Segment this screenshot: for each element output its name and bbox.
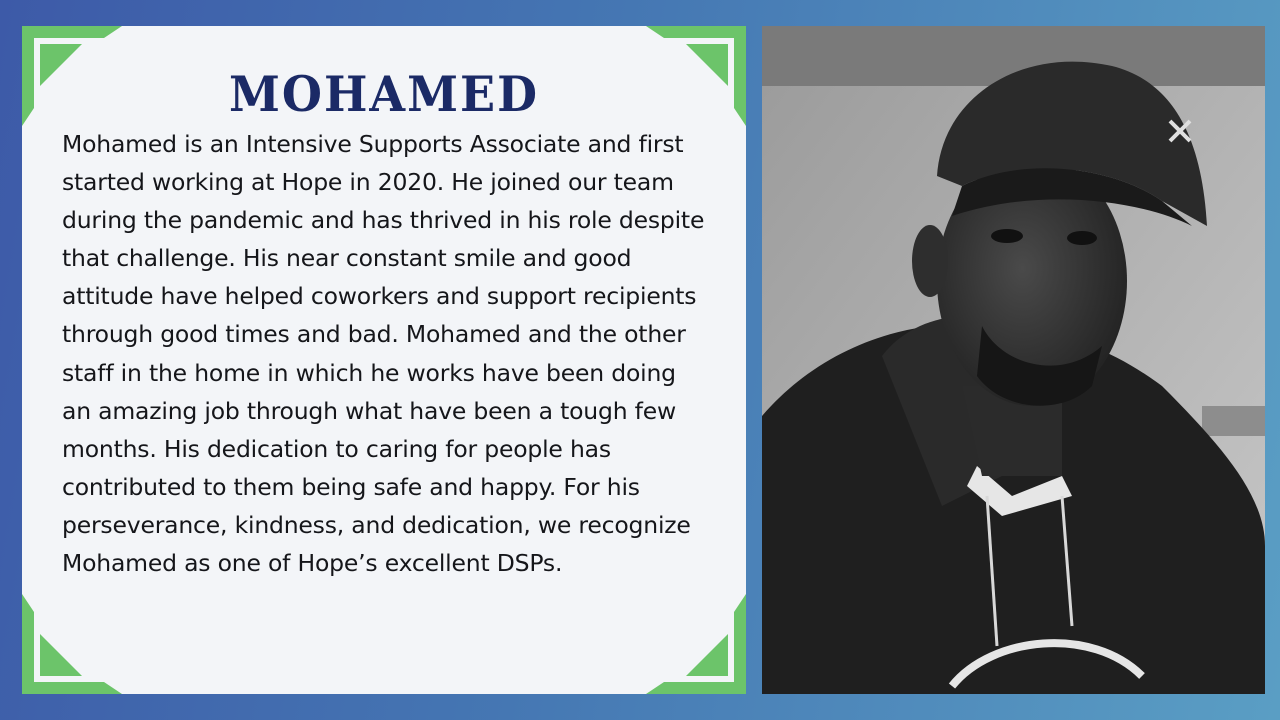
portrait-illustration: [762, 26, 1265, 694]
profile-card: [22, 26, 746, 694]
employee-portrait-photo: [762, 26, 1265, 694]
corner-ornament-bottom-right: [646, 594, 746, 694]
employee-name-title: MOHAMED: [228, 65, 539, 123]
corner-ornament-bottom-left: [22, 594, 122, 694]
employee-bio-text: Mohamed is an Intensive Supports Associate and first started working at Hope in 2020. He joined our team during the pandemic and has thrived in his role despite that challenge. His near constant smile and good attitude have helped coworkers and support recipients through good times and bad. Mohamed and the other staff in the home in which he works have been doing an amazing job through what have been a tough few months. His dedication to caring for people has contributed to them being safe and happy. For his perseverance, kindness, and dedication, we recognize Mohamed as one of Hope’s excellent DSPs.: [62, 130, 705, 578]
